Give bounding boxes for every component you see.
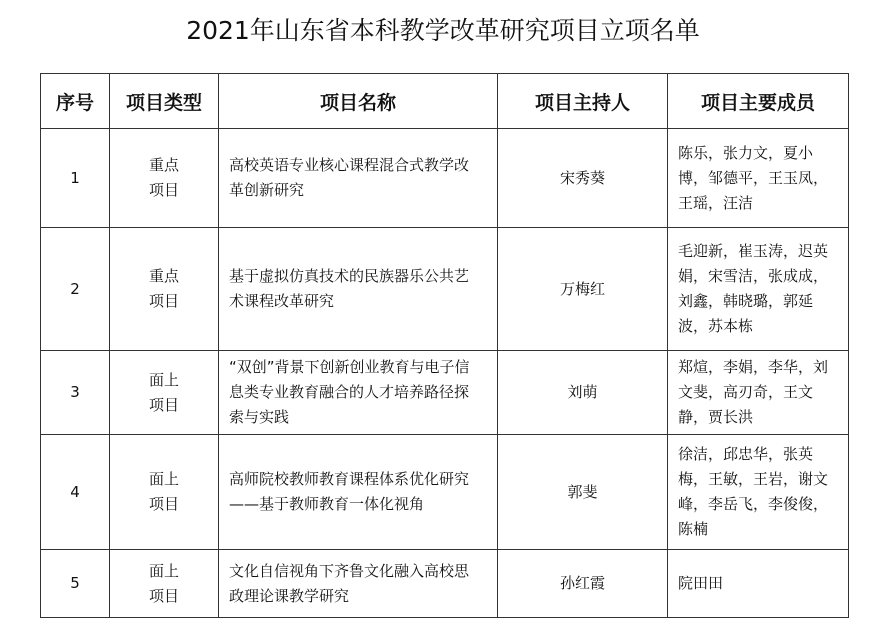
page-title: 2021年山东省本科教学改革研究项目立项名单 — [186, 16, 700, 45]
table-row — [41, 228, 849, 351]
row-type — [110, 351, 219, 435]
row-type — [110, 435, 219, 550]
row-index: 4 — [41, 435, 110, 550]
row-type-line1: 重点 — [148, 156, 179, 174]
row-type-line1: 面上 — [148, 470, 179, 488]
table-row — [41, 435, 849, 550]
row-members: 陈乐，张力文，夏小博，邹德平，王玉凤，王瑶，汪洁 — [668, 129, 849, 228]
row-project-name: 高师院校教师教育课程体系优化研究——基于教师教育一体化视角 — [219, 435, 498, 550]
row-host: 孙红霞 — [498, 550, 668, 618]
row-type-line2: 项目 — [148, 181, 179, 199]
row-type — [110, 228, 219, 351]
row-project-name: 文化自信视角下齐鲁文化融入高校思政理论课教学研究 — [219, 550, 498, 618]
header-index: 序号 — [41, 74, 110, 129]
row-index: 3 — [41, 351, 110, 435]
row-type — [110, 129, 219, 228]
row-index: 1 — [41, 129, 110, 228]
row-host: 郭斐 — [498, 435, 668, 550]
row-members: 毛迎新，崔玉涛，迟英娟，宋雪洁，张成成，刘鑫，韩晓璐，郭延波，苏本栋 — [668, 228, 849, 351]
row-members: 院田田 — [668, 550, 849, 618]
header-name: 项目名称 — [219, 74, 498, 129]
row-type-line2: 项目 — [148, 292, 179, 310]
header-members: 项目主要成员 — [668, 74, 849, 129]
row-type-line1: 面上 — [148, 370, 179, 389]
table-header-row — [41, 74, 849, 129]
row-host: 宋秀葵 — [498, 129, 668, 228]
row-type-line2: 项目 — [148, 586, 179, 605]
row-type-line1: 面上 — [148, 561, 179, 580]
row-index: 2 — [41, 228, 110, 351]
table-row — [41, 129, 849, 228]
table-row — [41, 550, 849, 618]
project-table — [40, 73, 849, 618]
row-project-name: 基于虚拟仿真技术的民族器乐公共艺术课程改革研究 — [219, 228, 498, 351]
row-members: 徐洁，邱忠华，张英梅，王敏，王岩，谢文峰，李岳飞，李俊俊，陈楠 — [668, 435, 849, 550]
header-host: 项目主持人 — [498, 74, 668, 129]
row-host: 刘萌 — [498, 351, 668, 435]
row-members: 郑煊，李娟，李华，刘文斐，高刃奇，王文静，贾长洪 — [668, 351, 849, 435]
row-index: 5 — [41, 550, 110, 618]
row-host: 万梅红 — [498, 228, 668, 351]
row-type — [110, 550, 219, 618]
row-project-name: 高校英语专业核心课程混合式教学改革创新研究 — [219, 129, 498, 228]
row-type-line2: 项目 — [148, 495, 179, 513]
row-project-name: “双创”背景下创新创业教育与电子信息类专业教育融合的人才培养路径探索与实践 — [219, 351, 498, 435]
header-type: 项目类型 — [110, 74, 219, 129]
row-type-line1: 重点 — [148, 267, 179, 285]
table-row — [41, 351, 849, 435]
row-type-line2: 项目 — [148, 395, 179, 414]
